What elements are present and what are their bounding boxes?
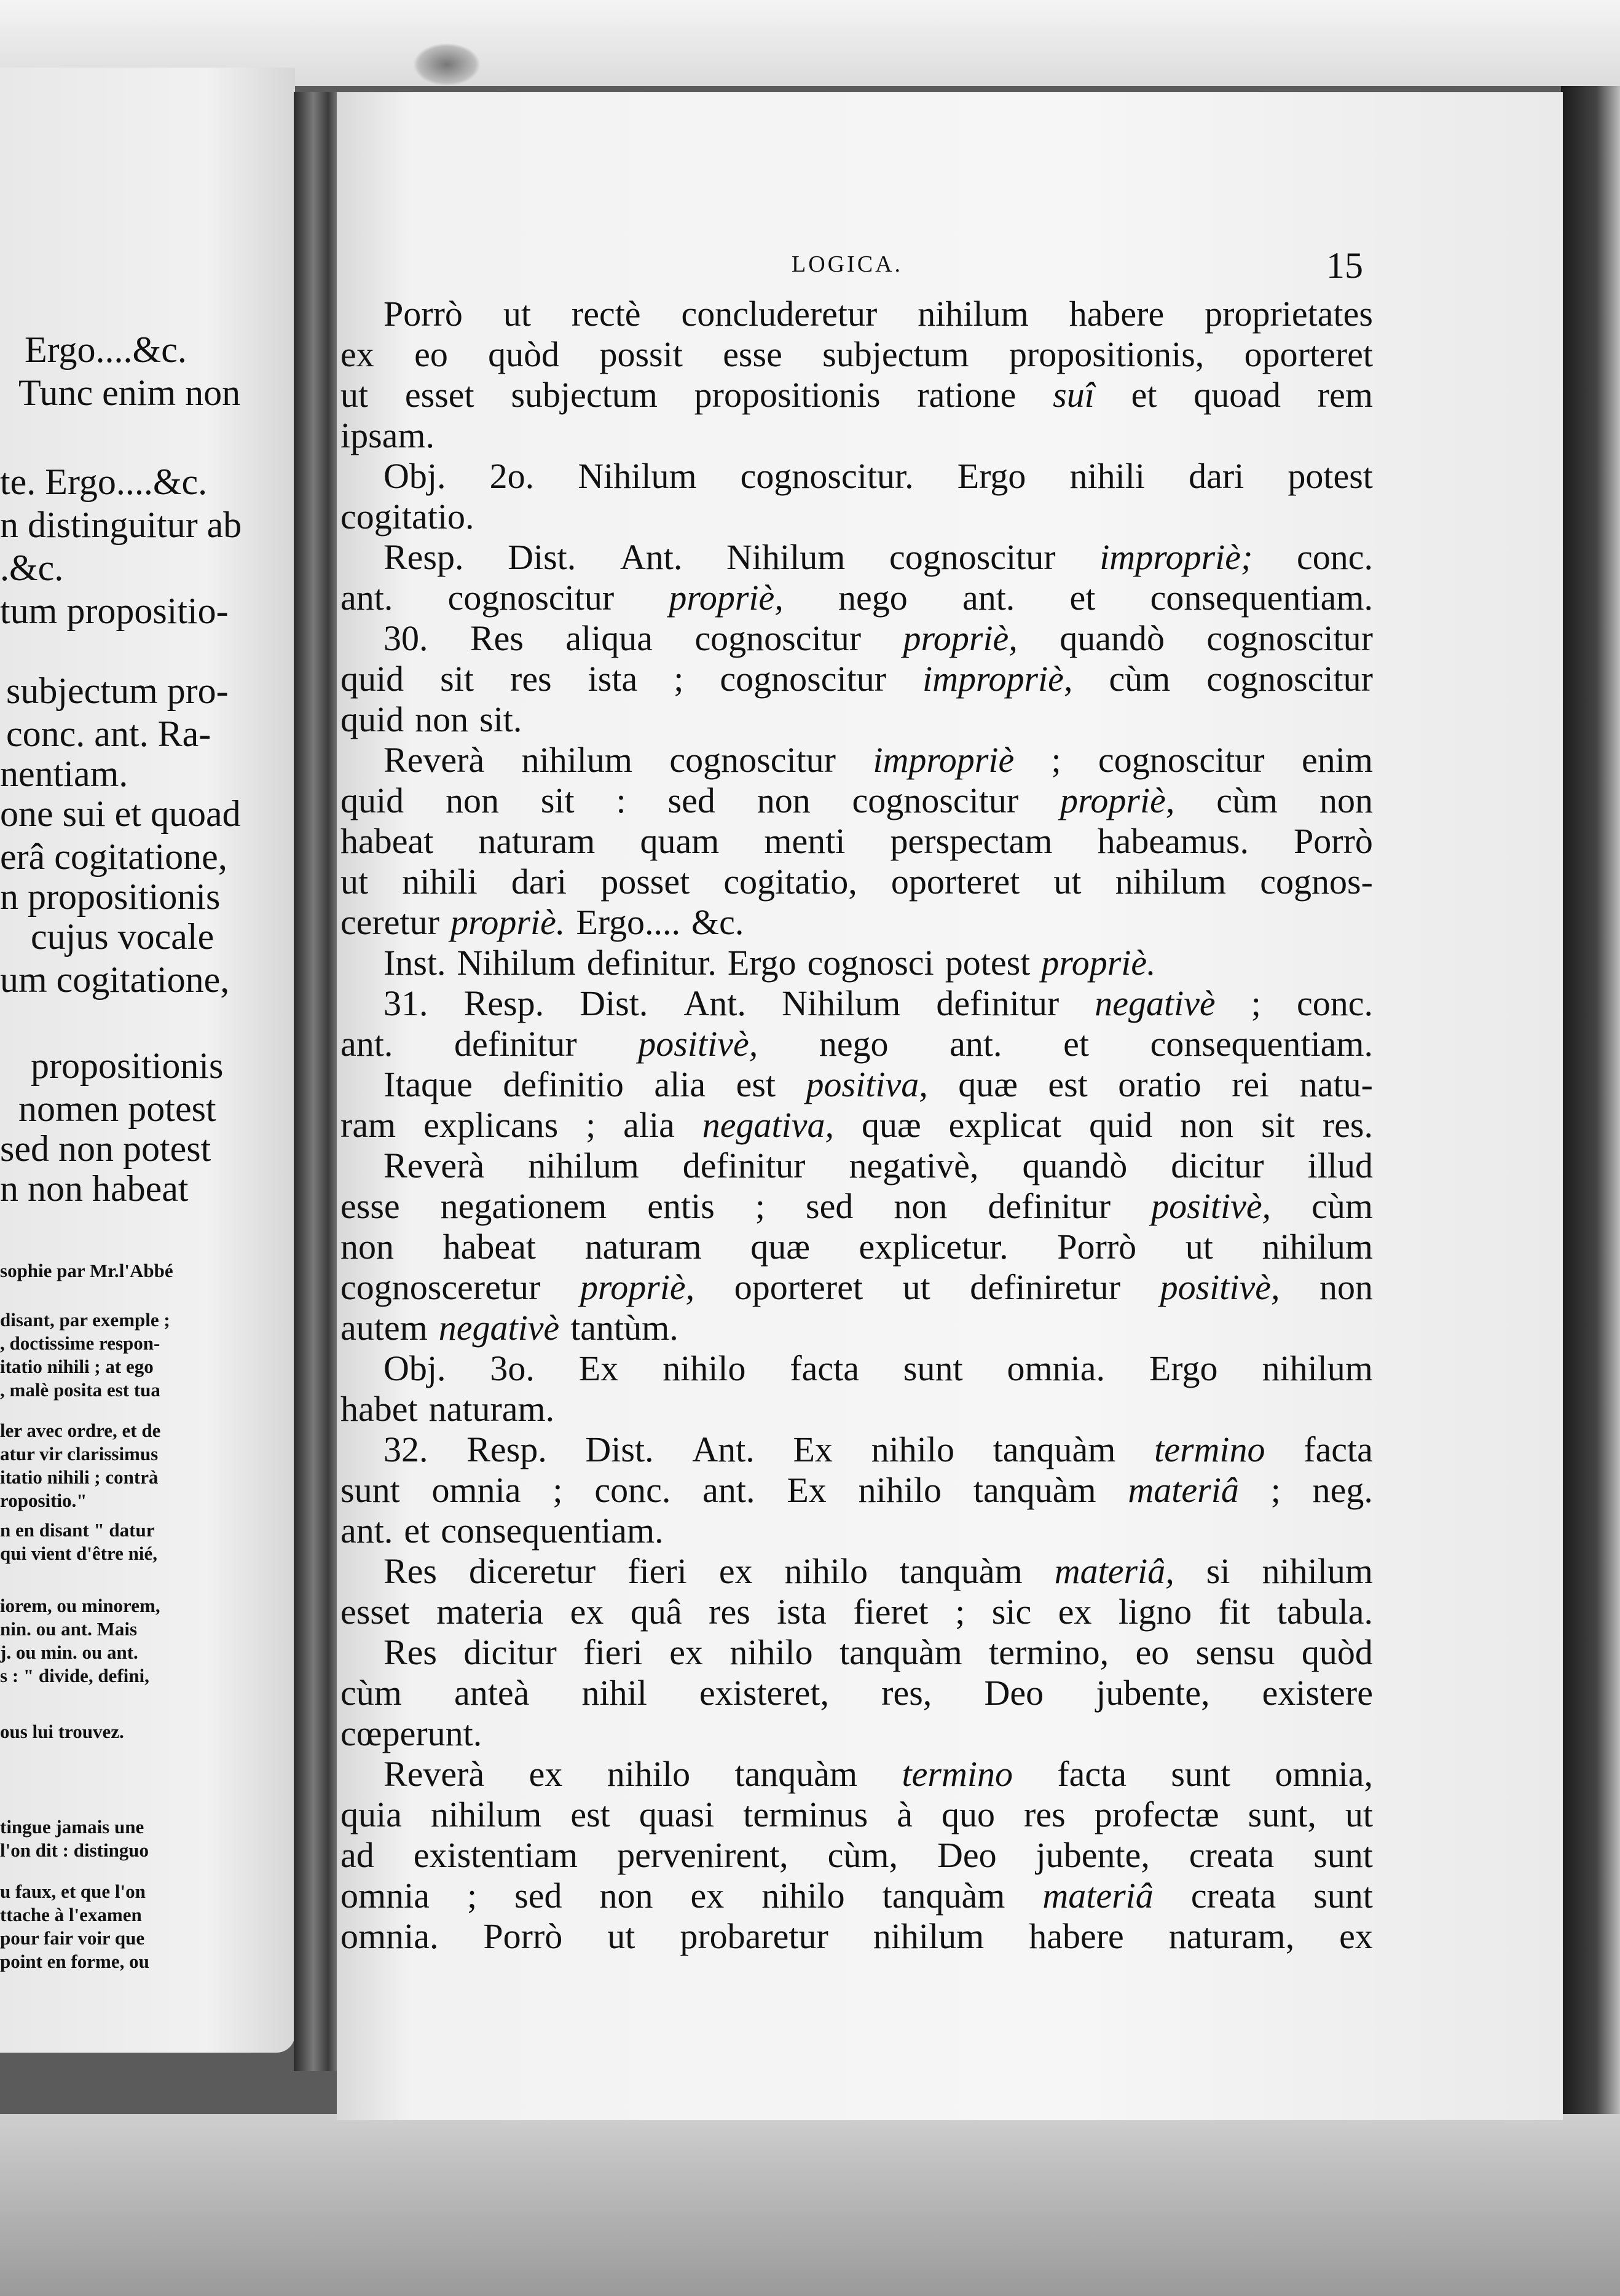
left-page-line: n non habeat xyxy=(0,1168,189,1209)
body-line: cogitatio. xyxy=(340,497,474,537)
body-line: Reverà ex nihilo tanquàm termino facta sunt omnia, xyxy=(383,1754,1373,1794)
ink-blot xyxy=(413,43,481,86)
left-page-footnote-line: qui vient d'être nié, xyxy=(0,1543,158,1564)
left-page-footnote-line: s : " divide, defini, xyxy=(0,1665,149,1686)
body-line: cœperunt. xyxy=(340,1713,482,1753)
left-page-footnote-line: , malè posita est tua xyxy=(0,1379,160,1401)
body-line: Res diceretur fieri ex nihilo tanquàm materiâ, si nihilum xyxy=(383,1551,1373,1591)
left-page-line: nentiam. xyxy=(0,753,128,794)
body-line: Itaque definitio alia est positiva, quæ est oratio rei natu- xyxy=(383,1064,1373,1104)
body-line: ex eo quòd possit esse subjectum propositionis, oporteret xyxy=(340,334,1373,374)
left-page-footnote-line: ler avec ordre, et de xyxy=(0,1420,161,1441)
left-page-line: n propositionis xyxy=(0,876,221,917)
left-page-footnote-line: , doctissime respon- xyxy=(0,1332,160,1354)
left-page-line: n distinguitur ab xyxy=(0,505,242,545)
body-line: ad existentiam pervenirent, cùm, Deo jubente, creata sunt xyxy=(340,1835,1373,1875)
body-line: ant. cognoscitur propriè, nego ant. et consequentiam. xyxy=(340,578,1373,618)
body-line: ant. definitur positivè, nego ant. et consequentiam. xyxy=(340,1024,1373,1064)
book-gutter xyxy=(294,92,343,2071)
left-page-footnote-line: ttache à l'examen xyxy=(0,1904,142,1925)
body-line: habeat naturam quam menti perspectam habeamus. Porrò xyxy=(340,821,1373,861)
body-line: cognosceretur propriè, oporteret ut definiretur positivè, non xyxy=(340,1267,1373,1307)
left-page-line: um cogitatione, xyxy=(0,959,230,1000)
left-page-footnote-line: pour fair voir que xyxy=(0,1927,145,1949)
left-page-line: cujus vocale xyxy=(31,916,214,957)
body-line: omnia. Porrò ut probaretur nihilum habere naturam, ex xyxy=(340,1916,1373,1956)
body-line: habet naturam. xyxy=(340,1389,555,1429)
left-page-footnote-line: iorem, ou minorem, xyxy=(0,1595,160,1616)
body-line: Inst. Nihilum definitur. Ergo cognosci potest propriè. xyxy=(383,943,1156,983)
left-page-footnote-line: ropositio." xyxy=(0,1490,87,1511)
body-text xyxy=(340,294,1373,1957)
body-line: quia nihilum est quasi terminus à quo res profectæ sunt, ut xyxy=(340,1795,1373,1834)
left-page-line: propositionis xyxy=(31,1045,224,1086)
body-line: ram explicans ; alia negativa, quæ explicat quid non sit res. xyxy=(340,1105,1373,1145)
left-page xyxy=(0,68,295,2053)
left-page-line: conc. ant. Ra- xyxy=(6,714,211,754)
body-line: Res dicitur fieri ex nihilo tanquàm termino, eo sensu quòd xyxy=(383,1632,1373,1672)
left-page-footnote-line: itatio nihili ; at ego xyxy=(0,1356,154,1377)
left-page-footnote-line: ous lui trouvez. xyxy=(0,1721,124,1742)
left-page-line: sed non potest xyxy=(0,1128,211,1169)
left-page-footnote-line: sophie par Mr.l'Abbé xyxy=(0,1260,173,1281)
body-line: 31. Resp. Dist. Ant. Nihilum definitur negativè ; conc. xyxy=(383,983,1373,1023)
left-page-line: Tunc enim non xyxy=(18,372,241,413)
body-line: quid non sit. xyxy=(340,699,522,739)
body-line: 32. Resp. Dist. Ant. Ex nihilo tanquàm termino facta xyxy=(383,1429,1373,1469)
left-page-footnote-line: tingue jamais une xyxy=(0,1816,144,1838)
body-line: Obj. 2o. Nihilum cognoscitur. Ergo nihili dari potest xyxy=(383,456,1373,496)
left-page-footnote-line: disant, par exemple ; xyxy=(0,1309,170,1331)
left-page-footnote-line: j. ou min. ou ant. xyxy=(0,1641,138,1663)
left-page-footnote-line: atur vir clarissimus xyxy=(0,1443,159,1464)
left-page-footnote-line: nin. ou ant. Mais xyxy=(0,1618,138,1640)
body-line: quid sit res ista ; cognoscitur impropriè, cùm cognoscitur xyxy=(340,659,1373,699)
body-line: ceretur propriè. Ergo.... &c. xyxy=(340,902,744,942)
body-line: Resp. Dist. Ant. Nihilum cognoscitur impropriè; conc. xyxy=(383,537,1373,577)
body-line: ant. et consequentiam. xyxy=(340,1511,664,1551)
body-line: ut esset subjectum propositionis ratione suî et quoad rem xyxy=(340,375,1373,415)
scan-bottom-margin xyxy=(0,2114,1620,2296)
left-page-line: tum propositio- xyxy=(0,591,229,631)
body-line: ut nihili dari posset cogitatio, oporteret ut nihilum cognos- xyxy=(340,862,1373,902)
left-page-line: one sui et quoad xyxy=(0,793,241,834)
left-page-footnote-line: u faux, et que l'on xyxy=(0,1881,146,1902)
body-line: Reverà nihilum definitur negativè, quandò dicitur illud xyxy=(383,1146,1373,1185)
left-page-footnote-line: itatio nihili ; contrà xyxy=(0,1466,159,1488)
running-head: LOGICA. xyxy=(792,251,903,277)
left-page-footnote-line: n en disant " datur xyxy=(0,1519,155,1541)
left-page-line: erâ cogitatione, xyxy=(0,836,227,877)
body-line: Porrò ut rectè concluderetur nihilum habere proprietates xyxy=(383,294,1373,334)
left-page-line: .&c. xyxy=(0,548,64,588)
left-page-footnote-line: point en forme, ou xyxy=(0,1951,149,1972)
body-line: Obj. 3o. Ex nihilo facta sunt omnia. Ergo nihilum xyxy=(383,1348,1373,1388)
body-line: autem negativè tantùm. xyxy=(340,1308,678,1348)
left-page-line: nomen potest xyxy=(18,1088,216,1129)
body-line: esset materia ex quâ res ista fieret ; sic ex ligno fit tabula. xyxy=(340,1592,1373,1632)
body-line: sunt omnia ; conc. ant. Ex nihilo tanquàm materiâ ; neg. xyxy=(340,1470,1373,1510)
book-edge-shadow xyxy=(1561,86,1620,2114)
body-line: omnia ; sed non ex nihilo tanquàm materiâ creata sunt xyxy=(340,1876,1373,1916)
body-line: Reverà nihilum cognoscitur impropriè ; cognoscitur enim xyxy=(383,740,1373,780)
body-line: quid non sit : sed non cognoscitur propriè, cùm non xyxy=(340,780,1373,820)
left-page-line: Ergo....&c. xyxy=(25,329,187,370)
left-page-line: subjectum pro- xyxy=(6,670,229,711)
body-line: cùm anteà nihil existeret, res, Deo jubente, existere xyxy=(340,1673,1373,1713)
body-line: esse negationem entis ; sed non definitur positivè, cùm xyxy=(340,1186,1373,1226)
body-line: ipsam. xyxy=(340,415,435,455)
body-line: non habeat naturam quæ explicetur. Porrò ut nihilum xyxy=(340,1227,1373,1267)
left-page-footnote-line: l'on dit : distinguo xyxy=(0,1839,149,1861)
page-number: 15 xyxy=(1326,245,1363,286)
left-page-line: te. Ergo....&c. xyxy=(0,462,208,502)
body-line: 30. Res aliqua cognoscitur propriè, quandò cognoscitur xyxy=(383,618,1373,658)
